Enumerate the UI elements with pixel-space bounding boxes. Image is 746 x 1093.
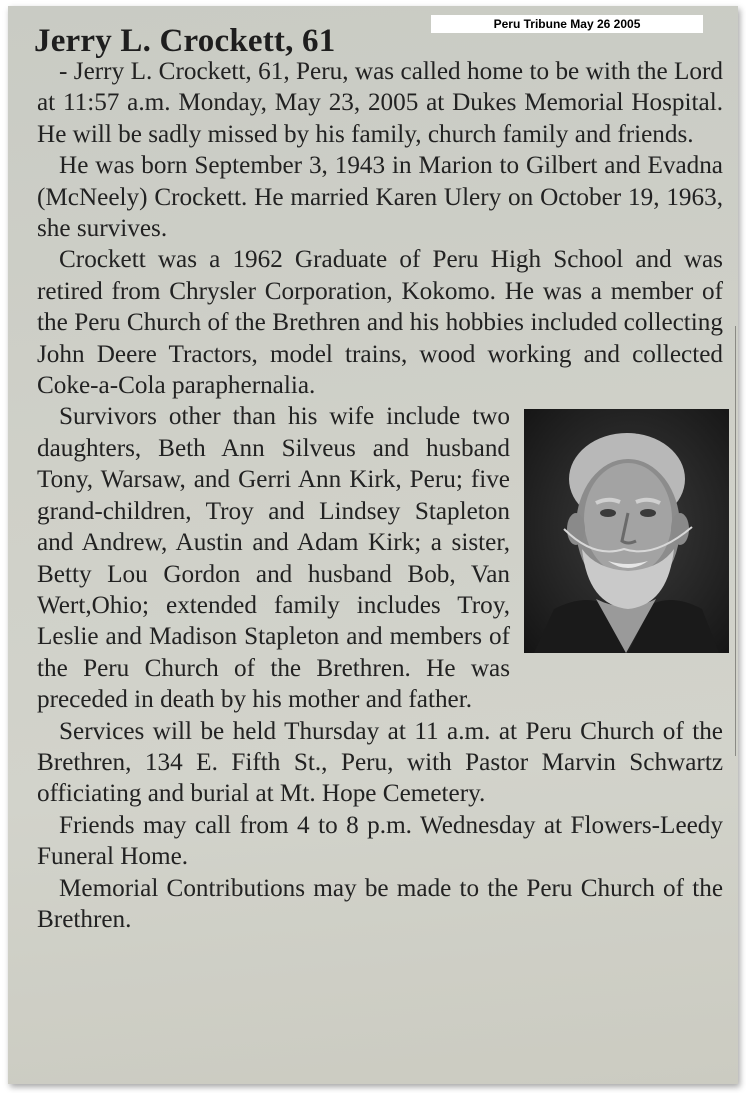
paragraph-services: Services will be held Thursday at 11 a.m. at Peru Church of the Brethren, 134 E. Fifth St., Peru, with Pastor Marvin Schwartz officiating and burial at Mt. Hope Cemetery. xyxy=(37,717,723,808)
paragraph-visitation: Friends may call from 4 to 8 p.m. Wednesday at Flowers-Leedy Funeral Home. xyxy=(37,811,723,871)
portrait-photo xyxy=(524,409,729,653)
portrait-illustration xyxy=(524,409,729,653)
source-date-label: Peru Tribune May 26 2005 xyxy=(431,15,703,33)
paragraph-survivors: Survivors other than his wife include two daughters, Beth Ann Silveus and husband Tony, Warsaw, and Gerri Ann Kirk, Peru; five grand-children, Troy and Lindsey Stapleton and Andrew, Austin and Adam Kirk; a sister, Betty Lou Gordon and husband Bob, Van Wert,Ohio; extended family includes Troy, Leslie and Madison Stapleton and members of the Peru Church of the Brethren. He was preceded in death by his mother and father. xyxy=(37,403,510,714)
obituary-headline: Jerry L. Crockett, 61 xyxy=(34,23,336,59)
paragraph-career: Crockett was a 1962 Graduate of Peru High School and was retired from Chrysler Corporation, Kokomo. He was a member of the Peru Church of the Brethren and his hobbies included collecting John Deere Tractors, model trains, wood working and collected Coke-a-Cola paraphernalia. xyxy=(37,246,723,400)
paragraph-birth: He was born September 3, 1943 in Marion to Gilbert and Evadna (McNeely) Crockett. He married Karen Ulery on October 19, 1963, she survives. xyxy=(37,152,723,243)
paragraph-memorial: Memorial Contributions may be made to the Peru Church of the Brethren. xyxy=(37,874,723,933)
newspaper-clipping xyxy=(8,6,738,1084)
obituary-body xyxy=(37,56,723,935)
column-edge-divider xyxy=(735,326,736,756)
paragraph-intro: - Jerry L. Crockett, 61, Peru, was called home to be with the Lord at 11:57 a.m. Monday, May 23, 2005 at Dukes Memorial Hospital. He will be sadly missed by his family, church family and friends. xyxy=(37,58,723,148)
